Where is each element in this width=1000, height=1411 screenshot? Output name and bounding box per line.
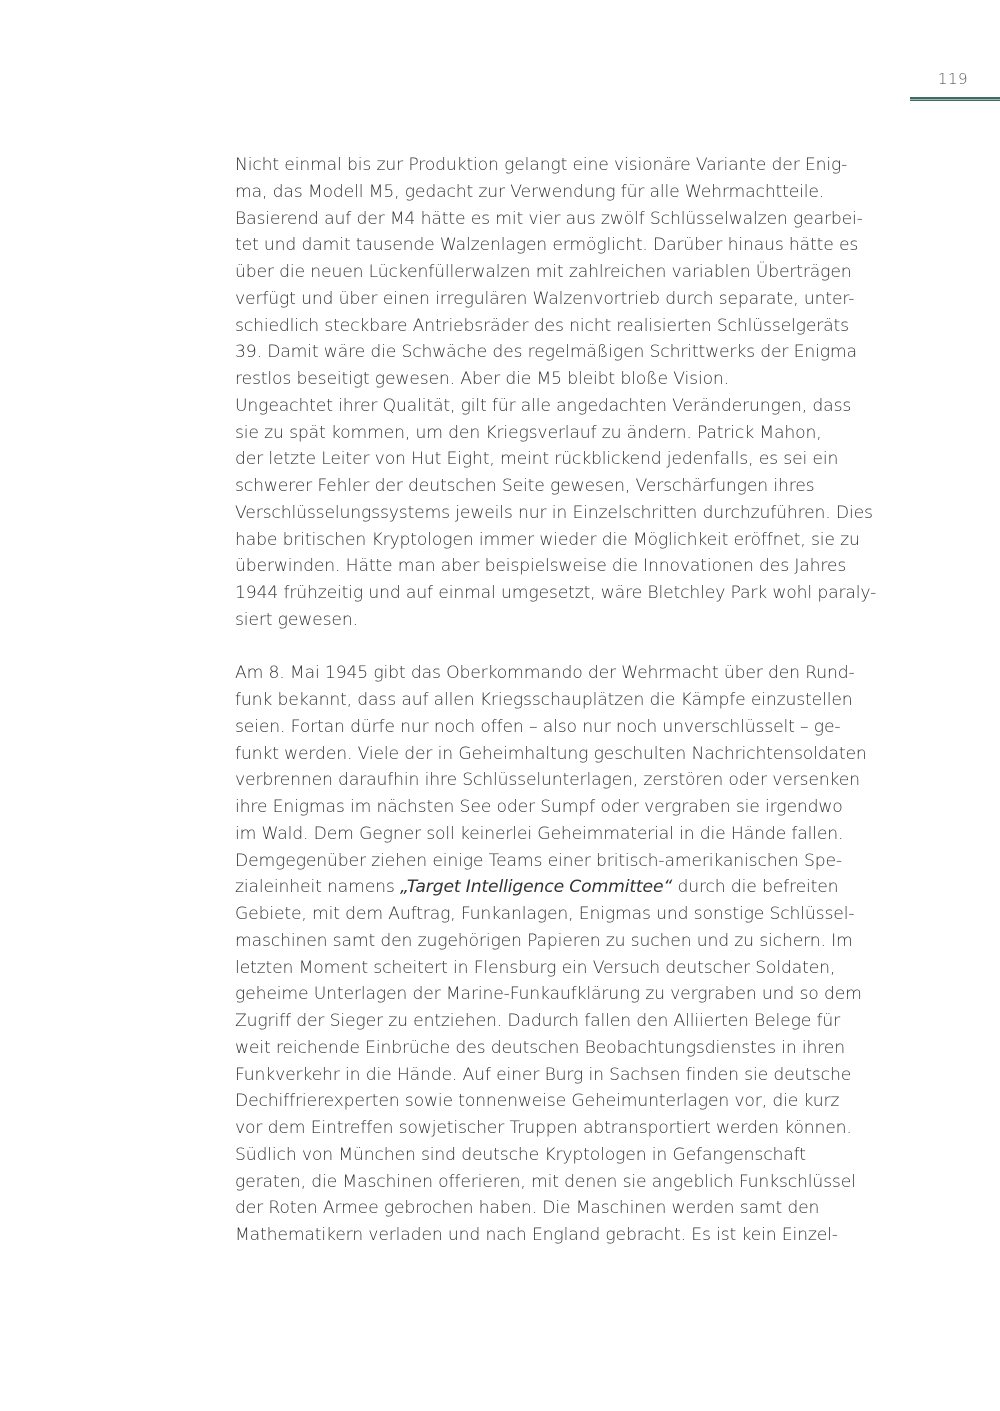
text-line: geheime Unterlagen der Marine-Funkaufklärung zu vergraben und so dem	[235, 984, 862, 1005]
text-line: verbrennen daraufhin ihre Schlüsselunterlagen, zerstören oder versenken	[235, 770, 860, 791]
text-line-with-italic	[235, 874, 900, 901]
body-text	[235, 152, 900, 1249]
text-line: Ungeachtet ihrer Qualität, gilt für alle angedachten Veränderungen, dass	[235, 395, 852, 416]
text-line: 39. Damit wäre die Schwäche des regelmäßigen Schrittwerks der Enigma	[235, 342, 857, 363]
text-line: schwerer Fehler der deutschen Seite gewesen, Verschärfungen ihres	[235, 476, 815, 496]
text-line: Gebiete, mit dem Auftrag, Funkanlagen, Enigmas und sonstige Schlüssel-	[235, 904, 855, 924]
paragraph-3	[235, 660, 900, 1249]
text-line: verfügt und über einen irregulären Walzenvortrieb durch separate, unter-	[235, 288, 855, 309]
text-line: habe britischen Kryptologen immer wieder die Möglichkeit eröffnet, sie zu	[235, 529, 860, 550]
text-line: der Roten Armee gebrochen haben. Die Maschinen werden samt den	[235, 1198, 820, 1219]
text-line: restlos beseitigt gewesen. Aber die M5 bleibt bloße Vision.	[235, 369, 729, 389]
paragraph-2	[235, 393, 900, 634]
italic-term: „Target Intelligence Committee“	[400, 877, 673, 898]
text-line: Südlich von München sind deutsche Kryptologen in Gefangenschaft	[235, 1144, 806, 1165]
text-line: siert gewesen.	[235, 609, 358, 630]
text-line: tet und damit tausende Walzenlagen ermöglicht. Darüber hinaus hätte es	[235, 235, 859, 256]
text-line: schiedlich steckbare Antriebsräder des nicht realisierten Schlüsselgeräts	[235, 315, 849, 336]
text-line: Basierend auf der M4 hätte es mit vier aus zwölf Schlüsselwalzen gearbei-	[235, 208, 863, 229]
text-line: der letzte Leiter von Hut Eight, meint rückblickend jedenfalls, es sei ein	[235, 449, 839, 470]
text-line: seien. Fortan dürfe nur noch offen – also nur noch unverschlüsselt – ge-	[235, 716, 841, 737]
paragraph-gap	[235, 634, 900, 661]
text-line: Funkverkehr in die Hände. Auf einer Burg in Sachsen finden sie deutsche	[235, 1064, 852, 1085]
text-segment: durch die befreiten	[672, 877, 839, 898]
text-line: über die neuen Lückenfüllerwalzen mit zahlreichen variablen Überträgen	[235, 262, 852, 282]
text-line: Verschlüsselungssystems jeweils nur in Einzelschritten durchzuführen. Dies	[235, 502, 873, 523]
text-line: Am 8. Mai 1945 gibt das Oberkommando der Wehrmacht über den Rund-	[235, 663, 855, 684]
header-rule	[910, 97, 1000, 101]
text-line: funkt werden. Viele der in Geheimhaltung geschulten Nachrichtensoldaten	[235, 743, 867, 764]
text-line: Dechiffrierexperten sowie tonnenweise Geheimunterlagen vor, die kurz	[235, 1091, 840, 1112]
text-line: Zugriff der Sieger zu entziehen. Dadurch fallen den Alliierten Belege für	[235, 1011, 841, 1031]
paragraph-1	[235, 152, 900, 393]
text-line: 1944 frühzeitig und auf einmal umgesetzt, wäre Bletchley Park wohl paraly-	[235, 583, 877, 603]
text-line: ma, das Modell M5, gedacht zur Verwendung für alle Wehrmachtteile.	[235, 181, 825, 202]
text-line: geraten, die Maschinen offerieren, mit denen sie angeblich Funkschlüssel	[235, 1171, 856, 1192]
text-line: sie zu spät kommen, um den Kriegsverlauf zu ändern. Patrick Mahon,	[235, 422, 822, 443]
text-line: Demgegenüber ziehen einige Teams einer britisch-amerikanischen Spe-	[235, 850, 842, 871]
text-line: im Wald. Dem Gegner soll keinerlei Geheimmaterial in die Hände fallen.	[235, 823, 844, 844]
text-line: ihre Enigmas im nächsten See oder Sumpf oder vergraben sie irgendwo	[235, 797, 843, 817]
text-line: letzten Moment scheitert in Flensburg ein Versuch deutscher Soldaten,	[235, 957, 836, 978]
text-line: überwinden. Hätte man aber beispielsweise die Innovationen des Jahres	[235, 556, 847, 577]
text-line: weit reichende Einbrüche des deutschen Beobachtungsdienstes in ihren	[235, 1037, 845, 1058]
text-line: funk bekannt, dass auf allen Kriegsschauplätzen die Kämpfe einzustellen	[235, 690, 853, 710]
text-line: Mathematikern verladen und nach England gebracht. Es ist kein Einzel-	[235, 1225, 838, 1245]
text-line: maschinen samt den zugehörigen Papieren zu suchen und zu sichern. Im	[235, 930, 853, 951]
page-number: 119	[937, 70, 969, 88]
text-segment: zialeinheit namens	[235, 877, 400, 898]
text-line: Nicht einmal bis zur Produktion gelangt eine visionäre Variante der Enig-	[235, 155, 848, 175]
text-line: vor dem Eintreffen sowjetischer Truppen abtransportiert werden können.	[235, 1118, 852, 1138]
